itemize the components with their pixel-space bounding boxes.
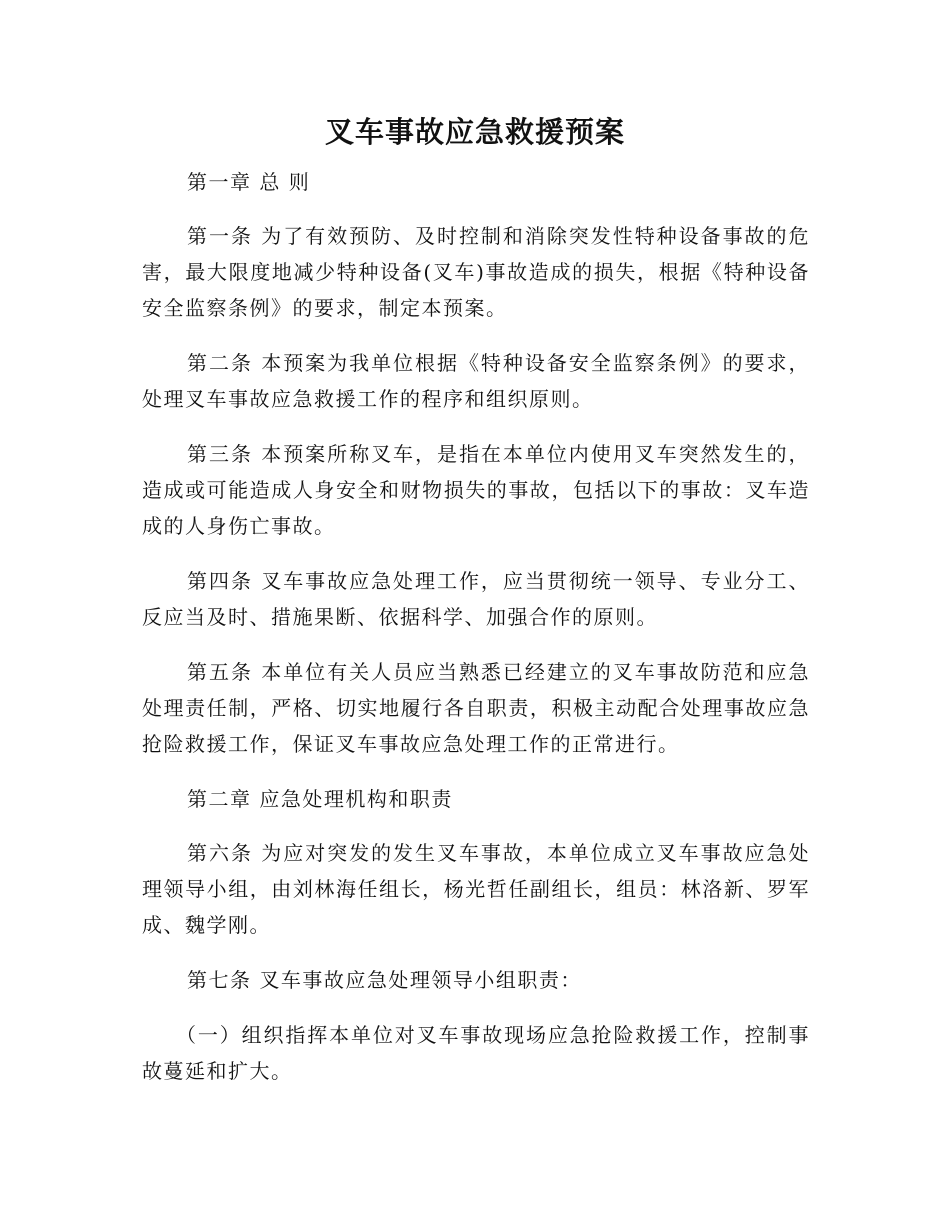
article-3: 第三条 本预案所称叉车，是指在本单位内使用叉车突然发生的，造成或可能造成人身安全和财物损失的事故，包括以下的事故：叉车造成的人身伤亡事故。 (142, 442, 810, 538)
article-1: 第一条 为了有效预防、及时控制和消除突发性特种设备事故的危害，最大限度地减少特种设备(叉车)事故造成的损失，根据《特种设备安全监察条例》的要求，制定本预案。 (142, 224, 810, 320)
article-7-item-1: （一）组织指挥本单位对叉车事故现场应急抢险救援工作，控制事故蔓延和扩大。 (142, 1023, 810, 1083)
chapter-heading-general: 第一章 总 则 (187, 170, 311, 194)
article-2: 第二条 本预案为我单位根据《特种设备安全监察条例》的要求，处理叉车事故应急救援工作的程序和组织原则。 (142, 351, 810, 411)
document-title: 叉车事故应急救援预案 (324, 115, 625, 149)
article-4: 第四条 叉车事故应急处理工作，应当贯彻统一领导、专业分工、反应当及时、措施果断、依据科学、加强合作的原则。 (142, 569, 810, 629)
document-body (142, 164, 810, 1108)
chapter-heading-organization: 第二章 应急处理机构和职责 (187, 787, 453, 811)
article-5: 第五条 本单位有关人员应当熟悉已经建立的叉车事故防范和应急处理责任制，严格、切实地履行各自职责，积极主动配合处理事故应急抢险救援工作，保证叉车事故应急处理工作的正常进行。 (142, 660, 810, 756)
article-6: 第六条 为应对突发的发生叉车事故，本单位成立叉车事故应急处理领导小组，由刘林海任组长，杨光哲任副组长，组员：林洛新、罗军成、魏学刚。 (142, 841, 810, 937)
article-7: 第七条 叉车事故应急处理领导小组职责： (187, 968, 582, 992)
